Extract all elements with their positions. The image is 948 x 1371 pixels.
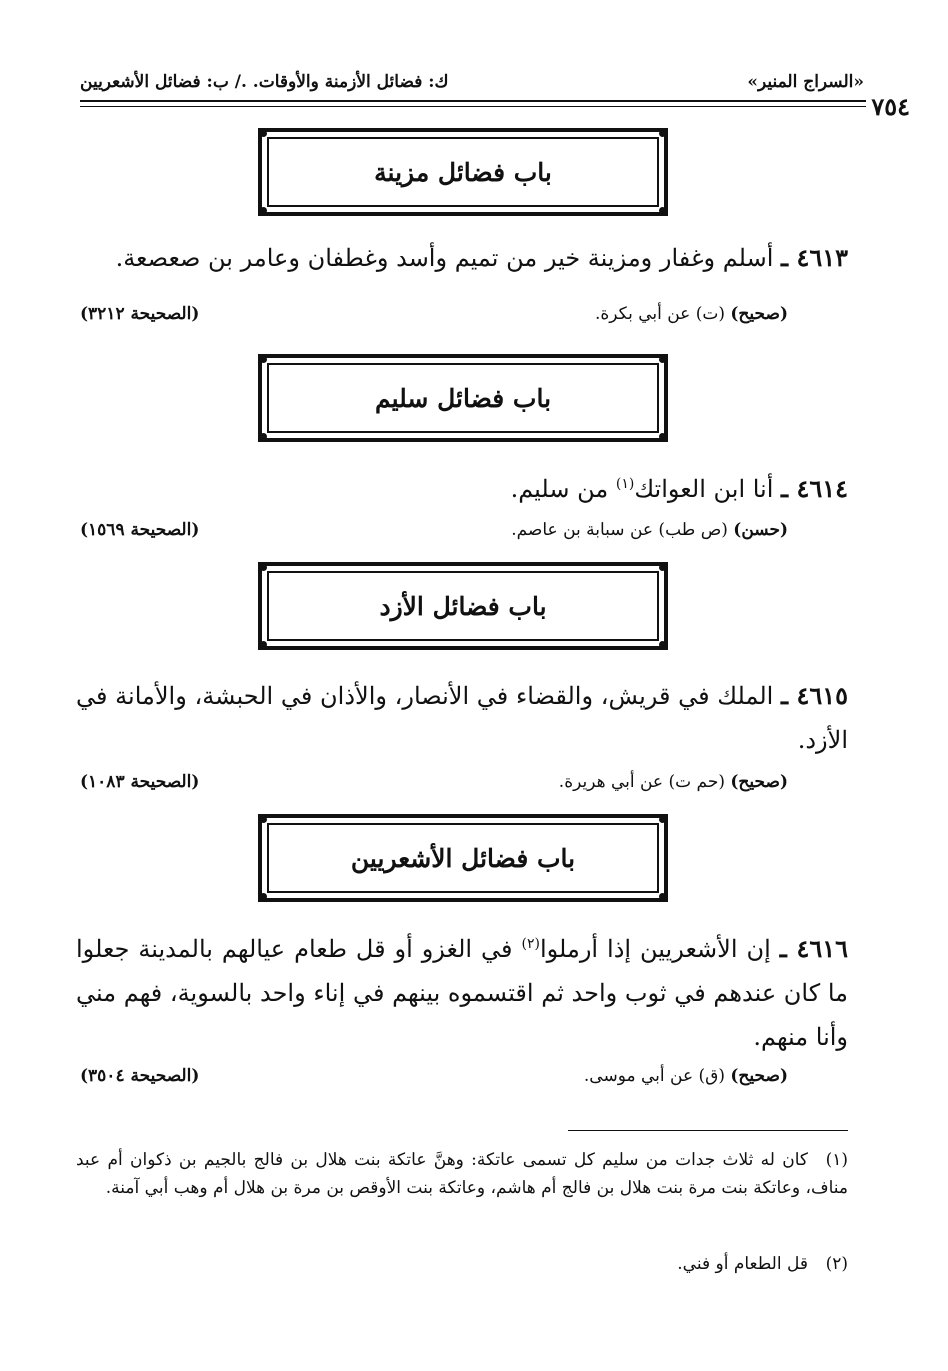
corner-ornament-icon <box>659 433 666 440</box>
footnote <box>76 1250 848 1278</box>
hadith-number: ٤٦١٥ ـ <box>781 681 848 710</box>
hadith-grade: (صحيح) <box>730 304 788 324</box>
chapter-heading-box <box>258 814 668 902</box>
hadith-source <box>559 772 788 792</box>
hadith-source <box>595 304 788 324</box>
chapter-heading-box <box>258 354 668 442</box>
hadith-text <box>76 674 848 762</box>
hadith-reference: (الصحيحة ١٠٨٣) <box>80 772 200 792</box>
hadith-source <box>511 520 788 540</box>
footnote-number: (١) <box>825 1150 848 1170</box>
footnote-separator <box>568 1130 848 1131</box>
corner-ornament-icon <box>659 641 666 648</box>
chapter-title: باب فضائل الأشعريين <box>267 823 659 893</box>
running-section-title: ك: فضائل الأزمنة والأوقات. ./ ب: فضائل الأشعريين <box>80 72 449 92</box>
corner-ornament-icon <box>260 564 267 571</box>
corner-ornament-icon <box>659 564 666 571</box>
corner-ornament-icon <box>659 130 666 137</box>
chapter-title: باب فضائل سليم <box>267 363 659 433</box>
footnote-number: (٢) <box>825 1254 848 1274</box>
corner-ornament-icon <box>260 433 267 440</box>
hadith-text <box>76 236 848 280</box>
corner-ornament-icon <box>659 816 666 823</box>
hadith-reference: (الصحيحة ٣٥٠٤) <box>80 1066 200 1086</box>
hadith-narrator: (ص طب) عن سبابة بن عاصم. <box>511 520 728 540</box>
header-rule <box>80 100 866 102</box>
hadith-body: الملك في قريش، والقضاء في الأنصار، والأذان في الحبشة، والأمانة في الأزد. <box>76 682 848 754</box>
hadith-body-cont: في الغزو أو قل طعام عيالهم بالمدينة جعلوا ما كان عندهم في ثوب واحد ثم اقتسموه بينهم في إناء واحد بالسوية، فهم مني وأنا منهم. <box>76 935 848 1051</box>
footnote-marker[interactable]: (١) <box>615 476 635 492</box>
hadith-reference: (الصحيحة ١٥٦٩) <box>80 520 200 540</box>
hadith-body: إن الأشعريين إذا أرملوا <box>539 935 771 963</box>
hadith-grade: (حسن) <box>733 520 788 540</box>
chapter-heading-box <box>258 128 668 216</box>
hadith-source <box>584 1066 788 1086</box>
hadith-reference: (الصحيحة ٣٢١٢) <box>80 304 200 324</box>
hadith-body: أسلم وغفار ومزينة خير من تميم وأسد وغطفان وعامر بن صعصعة. <box>115 244 774 272</box>
hadith-number: ٤٦١٣ ـ <box>781 243 848 272</box>
hadith-grade: (صحيح) <box>730 1066 788 1086</box>
hadith-narrator: (ت) عن أبي بكرة. <box>594 304 725 324</box>
corner-ornament-icon <box>260 893 267 900</box>
corner-ornament-icon <box>260 130 267 137</box>
footnote-text: قل الطعام أو فني. <box>677 1254 808 1274</box>
footnote <box>76 1146 848 1202</box>
hadith-number: ٤٦١٤ ـ <box>781 474 848 503</box>
header-rule-thin <box>80 106 866 107</box>
chapter-title: باب فضائل الأزد <box>267 571 659 641</box>
corner-ornament-icon <box>659 893 666 900</box>
footnote-text: كان له ثلاث جدات من سليم كل تسمى عاتكة: وهنَّ عاتكة بنت هلال بن فالج بالجيم بن ذكوان أم عبد مناف، وعاتكة بنت مرة بنت هلال بن فالج أم هاشم، وعاتكة بنت الأوقص بن مرة بن هلال أم وهب أبي آمنة. <box>76 1150 848 1198</box>
corner-ornament-icon <box>659 356 666 363</box>
hadith-text <box>76 922 848 1059</box>
corner-ornament-icon <box>260 356 267 363</box>
hadith-text <box>76 462 848 511</box>
hadith-grade: (صحيح) <box>730 772 788 792</box>
hadith-narrator: (ق) عن أبي موسى. <box>583 1066 725 1086</box>
hadith-number: ٤٦١٦ ـ <box>779 934 849 963</box>
hadith-narrator: (حم ت) عن أبي هريرة. <box>558 772 725 792</box>
page-number: ٧٥٤ <box>871 92 910 121</box>
corner-ornament-icon <box>659 207 666 214</box>
hadith-body-cont: من سليم. <box>510 475 616 503</box>
corner-ornament-icon <box>260 207 267 214</box>
hadith-body: أنا ابن العواتك <box>634 475 774 503</box>
book-title: «السراج المنير» <box>747 72 864 92</box>
chapter-heading-box <box>258 562 668 650</box>
corner-ornament-icon <box>260 641 267 648</box>
corner-ornament-icon <box>260 816 267 823</box>
footnote-marker[interactable]: (٢) <box>521 936 540 952</box>
chapter-title: باب فضائل مزينة <box>267 137 659 207</box>
